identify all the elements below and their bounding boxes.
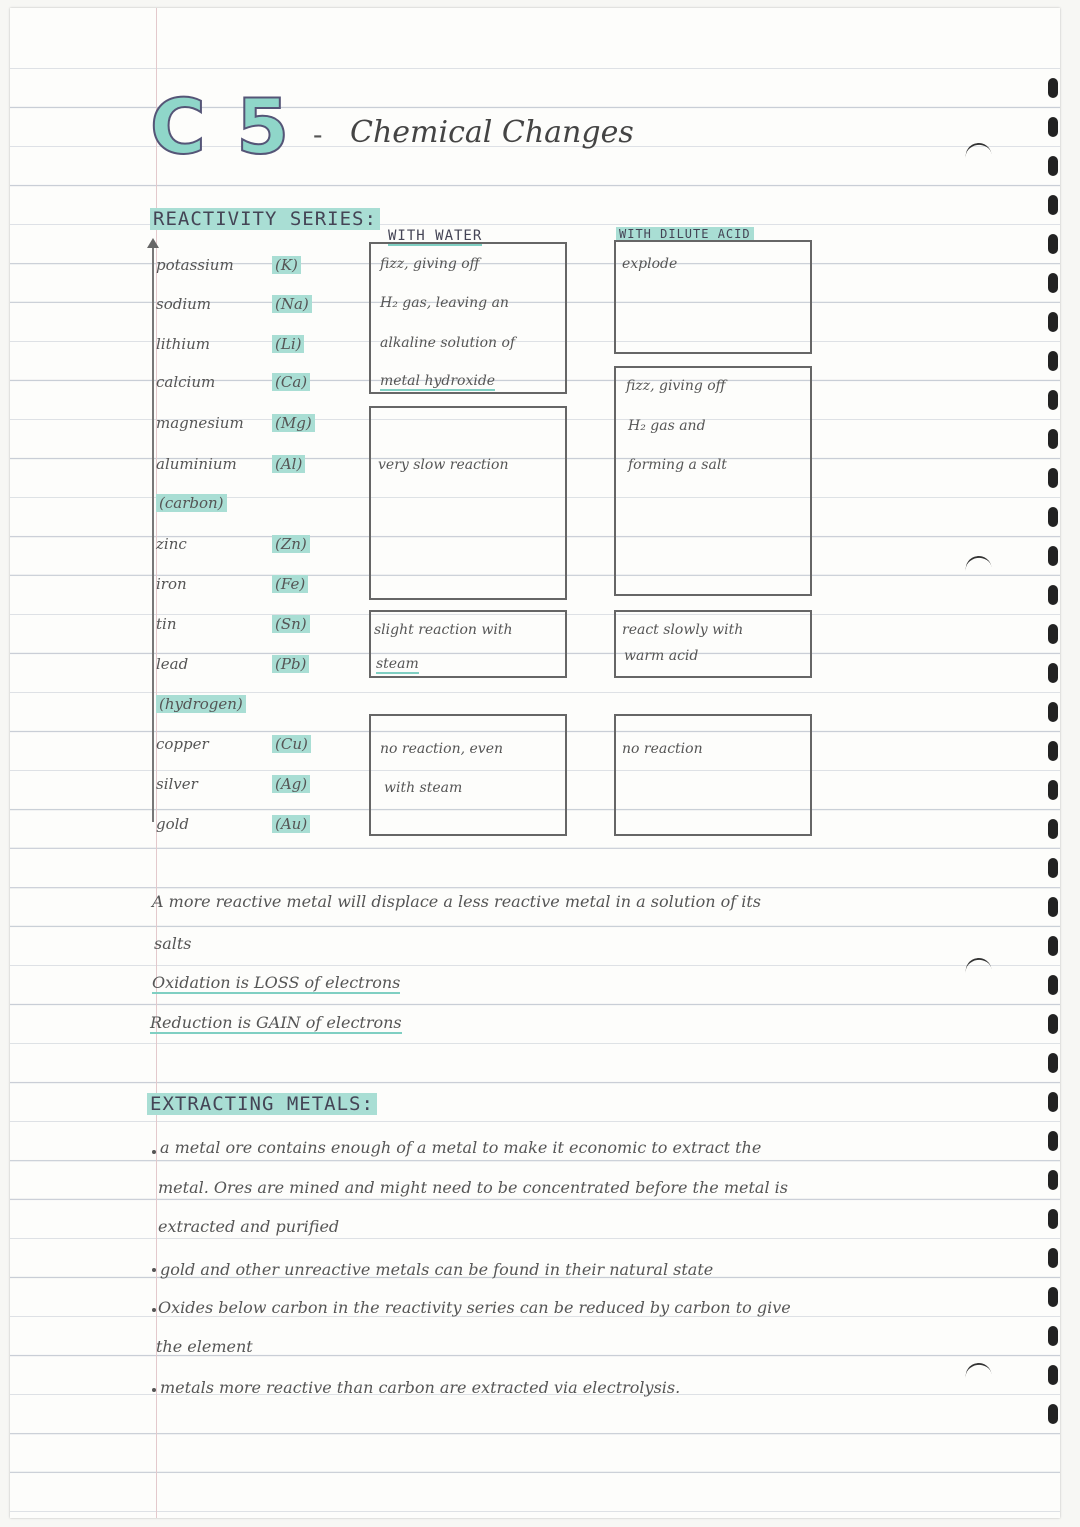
metal-symbol: (Pb) [272, 655, 309, 673]
metal-name: zinc [156, 535, 187, 553]
binder-hole [1048, 1365, 1058, 1385]
binder-hole [1048, 858, 1058, 878]
water-column-heading: WITH WATER [388, 228, 483, 244]
binder-hole [1048, 468, 1058, 488]
metal-name: iron [156, 575, 187, 593]
binder-hole [1048, 1053, 1058, 1073]
arrow-up-icon [147, 238, 159, 248]
acid-box-4 [614, 714, 812, 836]
acid-box-3 [614, 610, 812, 678]
binder-hole [1048, 624, 1058, 644]
metal-name: silver [156, 775, 198, 793]
metal-symbol: (Au) [272, 815, 310, 833]
acid-text: no reaction [622, 741, 703, 757]
acid-text: react slowly with [622, 622, 744, 638]
binder-hole [1048, 507, 1058, 527]
binder-hole [1048, 585, 1058, 605]
extracting-line: extracted and purified [158, 1217, 340, 1236]
metal-symbol: (Ag) [272, 775, 310, 793]
ring-curl [964, 554, 992, 573]
acid-text: fizz, giving off [626, 378, 726, 394]
metal-name: aluminium [156, 455, 237, 473]
metal-name: (hydrogen) [156, 695, 246, 713]
water-text: very slow reaction [378, 457, 509, 473]
acid-text: warm acid [624, 648, 699, 664]
page-title: Chemical Changes [350, 115, 634, 150]
ring-curl [964, 956, 992, 975]
metal-name: magnesium [156, 414, 244, 432]
metal-symbol: (K) [272, 256, 301, 274]
oxidation-note: Oxidation is LOSS of electrons [152, 973, 401, 992]
binder-hole [1048, 1170, 1058, 1190]
binder-hole [1048, 780, 1058, 800]
acid-text: explode [622, 256, 678, 272]
reduction-note: Reduction is GAIN of electrons [150, 1013, 402, 1032]
binder-hole [1048, 156, 1058, 176]
extracting-line: the element [156, 1337, 253, 1356]
binder-hole [1048, 1404, 1058, 1424]
metal-symbol: (Na) [272, 295, 312, 313]
binder-hole [1048, 897, 1058, 917]
binder-hole [1048, 702, 1058, 722]
displacement-note-cont: salts [154, 934, 192, 953]
metal-name: sodium [156, 295, 212, 313]
reactivity-arrow [152, 246, 154, 822]
water-text: H₂ gas, leaving an [380, 295, 509, 311]
binder-hole [1048, 1287, 1058, 1307]
bullet-icon [152, 1268, 156, 1272]
metal-name: lithium [156, 335, 210, 353]
page-title-code: C 5 [150, 82, 292, 171]
metal-name: tin [156, 615, 177, 633]
binder-hole [1048, 117, 1058, 137]
binder-hole [1048, 741, 1058, 761]
displacement-note: A more reactive metal will displace a less reactive metal in a solution of its [152, 892, 761, 911]
water-text: steam [376, 656, 419, 672]
water-text: no reaction, even [380, 741, 504, 757]
binder-hole [1048, 273, 1058, 293]
binder-hole [1048, 234, 1058, 254]
margin-line [156, 8, 157, 1518]
water-text: alkaline solution of [380, 335, 516, 351]
binder-hole [1048, 1209, 1058, 1229]
binder-hole [1048, 663, 1058, 683]
binder-hole [1048, 936, 1058, 956]
binder-hole [1048, 351, 1058, 371]
acid-text: forming a salt [628, 457, 727, 473]
binder-hole [1048, 429, 1058, 449]
water-text: metal hydroxide [380, 373, 496, 389]
binder-hole [1048, 78, 1058, 98]
metal-symbol: (Mg) [272, 414, 315, 432]
binder-hole [1048, 1326, 1058, 1346]
metal-name: lead [156, 655, 189, 673]
binder-hole [1048, 195, 1058, 215]
acid-box-2 [614, 366, 812, 596]
binder-hole [1048, 1131, 1058, 1151]
title-dash: - [313, 118, 323, 151]
binder-hole [1048, 312, 1058, 332]
metal-name: (carbon) [156, 494, 227, 512]
metal-name: copper [156, 735, 209, 753]
metal-symbol: (Zn) [272, 535, 310, 553]
extracting-line: a metal ore contains enough of a metal to make it economic to extract the [160, 1138, 762, 1157]
bullet-icon [152, 1150, 156, 1154]
metal-symbol: (Li) [272, 335, 304, 353]
water-text: slight reaction with [374, 622, 513, 638]
extracting-line: Oxides below carbon in the reactivity series can be reduced by carbon to give [158, 1298, 791, 1317]
reactivity-heading: REACTIVITY SERIES: [150, 208, 380, 230]
bullet-icon [152, 1308, 156, 1312]
water-box-4 [369, 714, 567, 836]
binder-hole [1048, 546, 1058, 566]
ring-curl [964, 141, 992, 160]
binder-hole [1048, 390, 1058, 410]
acid-column-heading: WITH DILUTE ACID [616, 227, 754, 241]
metal-name: gold [156, 815, 190, 833]
binder-hole [1048, 1248, 1058, 1268]
ring-curl [964, 1361, 992, 1380]
bullet-icon [152, 1388, 156, 1392]
extracting-line: metal. Ores are mined and might need to be concentrated before the metal is [158, 1178, 788, 1197]
extracting-heading: EXTRACTING METALS: [147, 1093, 377, 1115]
water-text: fizz, giving off [380, 256, 480, 272]
binder-hole [1048, 1014, 1058, 1034]
metal-symbol: (Cu) [272, 735, 311, 753]
water-box-2 [369, 406, 567, 600]
metal-symbol: (Ca) [272, 373, 310, 391]
metal-symbol: (Sn) [272, 615, 310, 633]
binder-hole [1048, 1092, 1058, 1112]
metal-symbol: (Al) [272, 455, 305, 473]
extracting-line: metals more reactive than carbon are extracted via electrolysis. [160, 1378, 681, 1397]
extracting-line: gold and other unreactive metals can be found in their natural state [160, 1260, 714, 1279]
water-text: with steam [384, 780, 463, 796]
metal-name: potassium [156, 256, 234, 274]
metal-symbol: (Fe) [272, 575, 308, 593]
binder-holes [1048, 78, 1062, 1443]
binder-hole [1048, 819, 1058, 839]
metal-name: calcium [156, 373, 216, 391]
acid-text: H₂ gas and [628, 418, 706, 434]
binder-hole [1048, 975, 1058, 995]
